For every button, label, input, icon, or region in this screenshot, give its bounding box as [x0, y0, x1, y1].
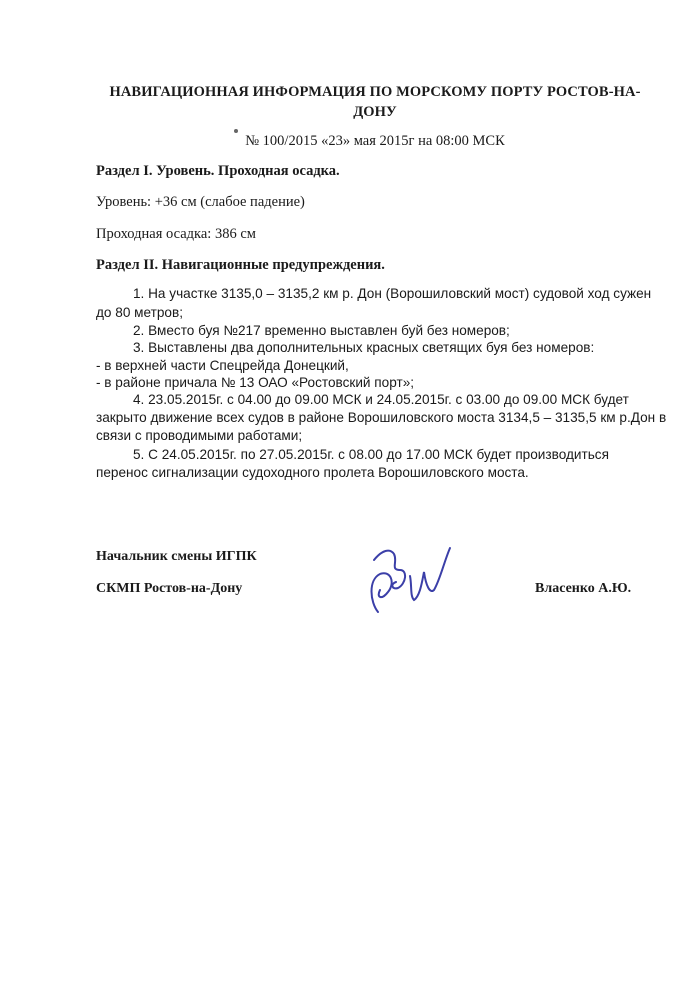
- section-2-heading: Раздел II. Навигационные предупреждения.: [96, 257, 385, 273]
- warning-4-line-2: закрыто движение всех судов в районе Ворошиловского моста 3134,5 – 3135,5 км р.Дон в: [96, 410, 667, 425]
- signer-name: Власенко А.Ю.: [535, 581, 632, 596]
- title-line-2: ДОНУ: [353, 104, 397, 120]
- warning-5-line-2: перенос сигнализации судоходного пролета Ворошиловского моста.: [96, 465, 529, 480]
- warning-3-sub-2: - в районе причала № 13 ОАО «Ростовский порт»;: [96, 375, 415, 390]
- issue-number-date: № 100/2015 «23» мая 2015г на 08:00 МСК: [245, 133, 505, 149]
- section-1-heading: Раздел I. Уровень. Проходная осадка.: [96, 163, 340, 179]
- title-line-1: НАВИГАЦИОННАЯ ИНФОРМАЦИЯ ПО МОРСКОМУ ПОРТУ РОСТОВ-НА-: [109, 84, 641, 100]
- warning-4-line-3: связи с проводимыми работами;: [96, 428, 303, 443]
- warning-5-line-1: 5. С 24.05.2015г. по 27.05.2015г. с 08.00 до 17.00 МСК будет производиться: [133, 447, 609, 462]
- signer-position-line-2: СКМП Ростов-на-Дону: [96, 581, 243, 596]
- signer-position-line-1: Начальник смены ИГПК: [96, 549, 257, 564]
- warning-1-line-1: 1. На участке 3135,0 – 3135,2 км р. Дон (Ворошиловский мост) судовой ход сужен: [133, 286, 652, 301]
- warning-2: 2. Вместо буя №217 временно выставлен буй без номеров;: [133, 323, 510, 338]
- water-level: Уровень: +36 см (слабое падение): [96, 194, 305, 210]
- warning-3-sub-1: - в верхней части Спецрейда Донецкий,: [96, 358, 349, 373]
- document-title: [100, 82, 650, 122]
- warning-3: 3. Выставлены два дополнительных красных светящих буя без номеров:: [133, 340, 595, 355]
- warning-1-line-2: до 80 метров;: [96, 305, 183, 320]
- handwritten-signature: [360, 540, 460, 620]
- warning-4-line-1: 4. 23.05.2015г. с 04.00 до 09.00 МСК и 24.05.2015г. с 03.00 до 09.00 МСК будет: [133, 392, 629, 407]
- passage-draft: Проходная осадка: 386 см: [96, 226, 256, 242]
